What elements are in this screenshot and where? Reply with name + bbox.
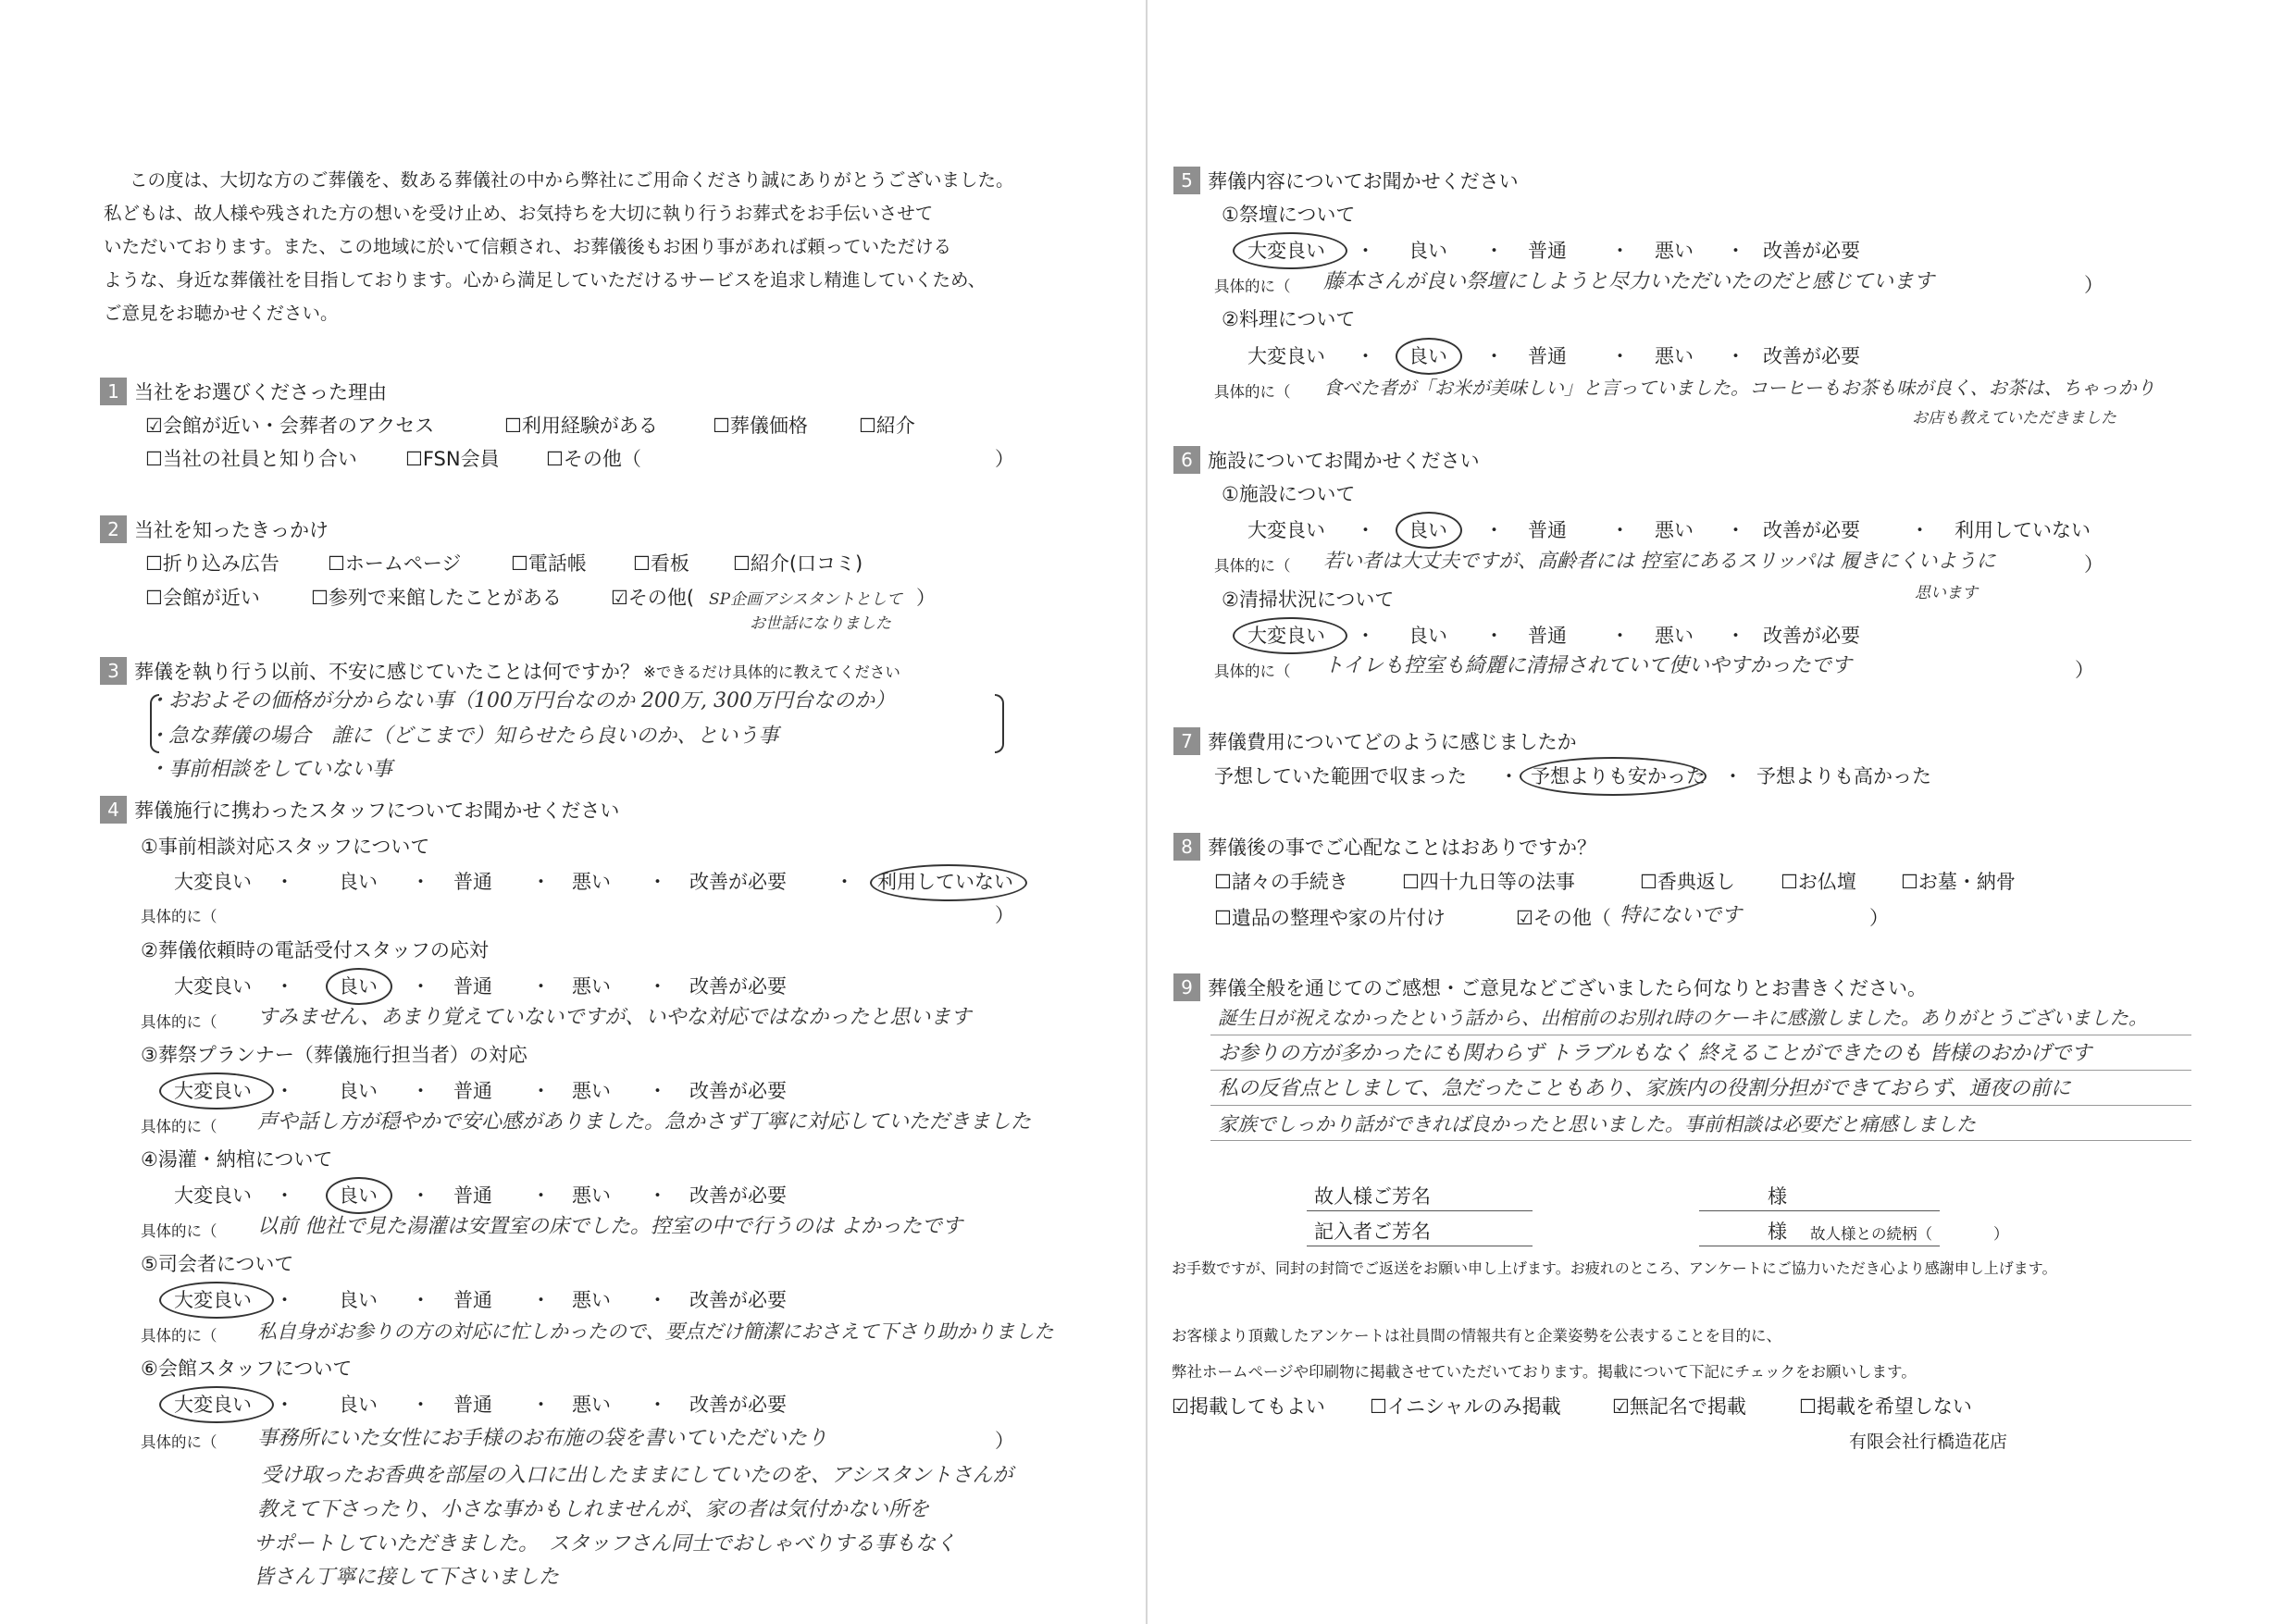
rating-needs-improvement[interactable]: 改善が必要 bbox=[689, 975, 787, 998]
rating-normal[interactable]: 普通 bbox=[453, 1080, 492, 1102]
separator-dot: ・ bbox=[1610, 519, 1630, 541]
rating-normal[interactable]: 普通 bbox=[453, 871, 492, 893]
checkbox-signboard[interactable]: ☐看板 bbox=[633, 552, 689, 575]
rating-very-good[interactable]: 大変良い bbox=[174, 1080, 252, 1102]
rating-normal[interactable]: 普通 bbox=[1528, 240, 1567, 262]
separator-dot: ・ bbox=[1610, 625, 1630, 647]
checkbox-altar[interactable]: ☐お仏壇 bbox=[1781, 871, 1856, 893]
rating-needs-improvement[interactable]: 改善が必要 bbox=[689, 871, 787, 893]
checkbox-attended-before[interactable]: ☐参列で来館したことがある bbox=[311, 587, 562, 609]
section-5-header bbox=[1173, 167, 1519, 194]
rating-very-good[interactable]: 大変良い bbox=[174, 1394, 252, 1416]
section-number: 2 bbox=[100, 515, 127, 543]
separator-dot: ・ bbox=[531, 1080, 551, 1102]
separator-dot: ・ bbox=[531, 871, 551, 893]
separator-dot: ・ bbox=[835, 871, 854, 893]
checkbox-phonebook[interactable]: ☐電話帳 bbox=[511, 552, 587, 575]
handwritten-answer: お店も教えていただきました bbox=[1912, 409, 2116, 428]
rating-needs-improvement[interactable]: 改善が必要 bbox=[1763, 345, 1860, 367]
separator-dot: ・ bbox=[275, 871, 294, 893]
company-name: 有限会社行橋造花店 bbox=[1849, 1432, 2008, 1452]
paren-close: ） bbox=[2084, 553, 2104, 576]
checkbox-grave[interactable]: ☐お墓・納骨 bbox=[1901, 871, 2016, 893]
rating-needs-improvement[interactable]: 改善が必要 bbox=[689, 1184, 787, 1207]
subquestion-title: ④湯灌・納棺について bbox=[141, 1148, 333, 1171]
separator-dot: ・ bbox=[411, 1184, 430, 1207]
section-7-header bbox=[1173, 727, 1577, 755]
section-number: 6 bbox=[1173, 446, 1200, 474]
separator-dot: ・ bbox=[275, 1184, 294, 1207]
checkbox-no-publish[interactable]: ☐掲載を希望しない bbox=[1799, 1395, 1972, 1418]
rating-not-used[interactable]: 利用していない bbox=[1955, 519, 2091, 541]
separator-dot: ・ bbox=[1726, 625, 1745, 647]
selection-circle bbox=[159, 1072, 274, 1110]
option-cheaper[interactable]: 予想よりも安かった bbox=[1531, 765, 1706, 787]
paren-close: ） bbox=[995, 448, 1014, 470]
paren-close: ） bbox=[995, 1430, 1014, 1452]
rating-normal[interactable]: 普通 bbox=[1528, 519, 1567, 541]
rating-not-used[interactable]: 利用していない bbox=[877, 871, 1013, 893]
handwritten-answer: ・おおよその価格が分からない事（100万円台なのか 200万, 300万円台なのか） bbox=[148, 689, 895, 713]
subquestion-title: ①事前相談対応スタッフについて bbox=[141, 836, 430, 858]
separator-dot: ・ bbox=[531, 1289, 551, 1311]
selection-circle bbox=[1520, 757, 1706, 796]
selection-circle bbox=[1233, 232, 1347, 269]
subquestion-title: ②料理について bbox=[1222, 308, 1356, 330]
writing-line bbox=[1210, 1070, 2191, 1071]
rating-needs-improvement[interactable]: 改善が必要 bbox=[1763, 519, 1860, 541]
subquestion-title: ②葬儀依頼時の電話受付スタッフの応対 bbox=[141, 939, 489, 961]
handwritten-comment: 誕生日が祝えなかったという話から、出棺前のお別れ時のケーキに感激しました。ありがとうございました。 bbox=[1218, 1007, 2148, 1029]
section-title: 葬儀施行に携わったスタッフについてお聞かせください bbox=[134, 800, 620, 822]
paren-close: ） bbox=[995, 904, 1014, 926]
separator-dot: ・ bbox=[1910, 519, 1930, 541]
checkbox-procedures[interactable]: ☐諸々の手続き bbox=[1214, 871, 1348, 893]
handwritten-comment: 家族でしっかり話ができれば良かったと思いました。事前相談は必要だと痛感しました bbox=[1218, 1113, 1976, 1135]
rating-bad[interactable]: 悪い bbox=[572, 975, 611, 998]
handwritten-comment: お参りの方が多かったにも関わらず トラブルもなく 終えることができたのも 皆様のおかげです bbox=[1218, 1042, 2092, 1065]
detail-label: 具体的に（ bbox=[141, 1433, 217, 1451]
separator-dot: ・ bbox=[275, 1289, 294, 1311]
separator-dot: ・ bbox=[648, 1394, 667, 1416]
subquestion-title: ⑥会館スタッフについて bbox=[141, 1357, 353, 1380]
handwritten-answer: すみません、あまり覚えていないですが、いやな対応ではなかったと思います bbox=[257, 1006, 972, 1029]
detail-label: 具体的に（ bbox=[1214, 278, 1291, 295]
detail-label: 具体的に（ bbox=[141, 1013, 217, 1031]
section-title: 葬儀費用についてどのように感じましたか bbox=[1208, 731, 1577, 753]
separator-dot: ・ bbox=[531, 1394, 551, 1416]
separator-dot: ・ bbox=[275, 1080, 294, 1102]
rating-good[interactable]: 良い bbox=[1409, 625, 1447, 647]
rating-very-good[interactable]: 大変良い bbox=[174, 1184, 252, 1207]
separator-dot: ・ bbox=[411, 1289, 430, 1311]
handwritten-answer: 食べた者が「お米が美味しい」と言っていました。コーヒーもお茶も味が良く、お茶は、ちゃっかり bbox=[1323, 377, 2155, 399]
section-number: 8 bbox=[1173, 833, 1200, 861]
rating-needs-improvement[interactable]: 改善が必要 bbox=[1763, 240, 1860, 262]
rating-very-good[interactable]: 大変良い bbox=[1247, 519, 1325, 541]
checkbox-venue-near[interactable]: ☐会館が近い bbox=[145, 587, 260, 609]
rating-needs-improvement[interactable]: 改善が必要 bbox=[1763, 625, 1860, 647]
handwritten-comment: 私の反省点としまして、急だったこともあり、家族内の役割分担ができておらず、通夜の前に bbox=[1218, 1077, 2071, 1100]
checkbox-anonymous[interactable]: ☑無記名で掲載 bbox=[1612, 1395, 1746, 1418]
separator-dot: ・ bbox=[411, 975, 430, 998]
rating-very-good[interactable]: 大変良い bbox=[1247, 240, 1325, 262]
separator-dot: ・ bbox=[648, 975, 667, 998]
intro-line: ような、身近な葬儀社を目指しております。心から満足していただけるサービスを追求し精進していくため、 bbox=[104, 269, 987, 291]
right-page bbox=[1148, 0, 2296, 1624]
writing-line bbox=[1210, 1105, 2191, 1106]
handwritten-answer: 声や話し方が穏やかで安心感がありました。急かさず丁寧に対応していただきました bbox=[257, 1110, 1032, 1134]
section-number: 9 bbox=[1173, 973, 1200, 1001]
section-6-header bbox=[1173, 446, 1480, 474]
section-number: 3 bbox=[100, 657, 127, 685]
paren-close: ） bbox=[2075, 659, 2094, 681]
selection-circle bbox=[159, 1282, 274, 1319]
checkbox-other[interactable]: ☑その他（ bbox=[1516, 907, 1611, 929]
handwritten-answer: 若い者は大丈夫ですが、高齢者には 控室にあるスリッパは 履きにくいように bbox=[1323, 550, 1996, 572]
rating-very-good[interactable]: 大変良い bbox=[174, 871, 252, 893]
paren-close: ） bbox=[1869, 907, 1889, 929]
bracket-right bbox=[995, 694, 1004, 753]
section-9-header bbox=[1173, 973, 1927, 1001]
section-4-header bbox=[100, 796, 619, 824]
checkbox-return-gift[interactable]: ☐香典返し bbox=[1640, 871, 1735, 893]
separator-dot: ・ bbox=[275, 1394, 294, 1416]
rating-very-good[interactable]: 大変良い bbox=[1247, 345, 1325, 367]
rating-normal[interactable]: 普通 bbox=[453, 975, 492, 998]
section-title: 葬儀全般を通じてのご感想・ご意見などございましたら何なりとお書きください。 bbox=[1208, 977, 1927, 999]
checkbox-used-before[interactable]: ☐利用経験がある bbox=[504, 415, 658, 437]
selection-circle bbox=[159, 1386, 274, 1423]
handwritten-answer: 教えて下さったり、小さな事かもしれませんが、家の者は気付かない所を bbox=[257, 1498, 930, 1521]
checkbox-other[interactable]: ☑その他( bbox=[611, 587, 695, 609]
section-title: 葬儀後の事でご心配なことはおありですか？ bbox=[1208, 837, 1596, 859]
checkbox-belongings[interactable]: ☐遺品の整理や家の片付け bbox=[1214, 907, 1446, 929]
handwritten-answer: ・急な葬儀の場合 誰に（どこまで）知らせたら良いのか、という事 bbox=[148, 725, 779, 748]
section-title: 葬儀を執り行う以前、不安に感じていたことは何ですか？ bbox=[134, 661, 639, 683]
rating-good[interactable]: 良い bbox=[1409, 345, 1447, 367]
rating-normal[interactable]: 普通 bbox=[453, 1289, 492, 1311]
checkbox-word-of-mouth[interactable]: ☐紹介(口コミ) bbox=[733, 552, 863, 575]
intro-line: 私どもは、故人様や残された方の想いを受け止め、お気持ちを大切に執り行うお葬式をお手伝いさせて bbox=[104, 203, 934, 224]
separator-dot: ・ bbox=[1726, 240, 1745, 262]
rating-good[interactable]: 良い bbox=[1409, 519, 1447, 541]
handwritten-answer: トイレも控室も綺麗に清掃されていて使いやすかったです bbox=[1323, 654, 1852, 677]
separator-dot: ・ bbox=[1723, 765, 1743, 787]
footer-note: お手数ですが、同封の封筒でご返送をお願い申し上げます。お疲れのところ、アンケートにご協力いただき心より感謝申し上げます。 bbox=[1172, 1259, 2057, 1277]
relation-label: 故人様との続柄（ ） bbox=[1810, 1225, 2009, 1243]
rating-very-good[interactable]: 大変良い bbox=[174, 975, 252, 998]
separator-dot: ・ bbox=[1499, 765, 1519, 787]
separator-dot: ・ bbox=[648, 1289, 667, 1311]
selection-circle bbox=[1233, 617, 1347, 654]
rating-bad[interactable]: 悪い bbox=[572, 1080, 611, 1102]
detail-label: 具体的に（ bbox=[141, 908, 217, 925]
section-3-header bbox=[100, 657, 900, 685]
handwritten-answer: 思います bbox=[1915, 584, 1978, 602]
handwritten-answer: ・事前相談をしていない事 bbox=[148, 758, 393, 781]
rating-bad[interactable]: 悪い bbox=[572, 1289, 611, 1311]
detail-label: 具体的に（ bbox=[141, 1222, 217, 1240]
detail-label: 具体的に（ bbox=[141, 1327, 217, 1345]
section-8-header bbox=[1173, 833, 1596, 861]
rating-normal[interactable]: 普通 bbox=[453, 1184, 492, 1207]
section-title: 葬儀内容についてお聞かせください bbox=[1208, 170, 1519, 192]
handwritten-answer: 皆さん丁寧に接して下さいました bbox=[254, 1566, 560, 1589]
intro-line: この度は、大切な方のご葬儀を、数ある葬儀社の中から弊社にご用命くださり誠にありがとうございました。 bbox=[130, 169, 1014, 191]
rating-needs-improvement[interactable]: 改善が必要 bbox=[689, 1080, 787, 1102]
detail-label: 具体的に（ bbox=[1214, 663, 1291, 680]
handwritten-answer: 藤本さんが良い祭壇にしようと尽力いただいたのだと感じています bbox=[1323, 270, 1935, 293]
checkbox-initials-only[interactable]: ☐イニシャルのみ掲載 bbox=[1370, 1395, 1561, 1418]
section-title: 当社をお選びくださった理由 bbox=[134, 381, 387, 403]
separator-dot: ・ bbox=[1726, 345, 1745, 367]
option-more-expensive[interactable]: 予想よりも高かった bbox=[1756, 765, 1931, 787]
rating-needs-improvement[interactable]: 改善が必要 bbox=[689, 1289, 787, 1311]
handwritten-answer: 特にないです bbox=[1620, 904, 1743, 927]
section-number: 1 bbox=[100, 378, 127, 405]
section-title: 当社を知ったきっかけ bbox=[134, 519, 329, 541]
separator-dot: ・ bbox=[1726, 519, 1745, 541]
section-2-header bbox=[100, 515, 329, 543]
checkbox-referral[interactable]: ☐紹介 bbox=[859, 415, 915, 437]
rating-normal[interactable]: 普通 bbox=[1528, 625, 1567, 647]
rating-bad[interactable]: 悪い bbox=[1655, 240, 1694, 262]
rating-good[interactable]: 良い bbox=[339, 975, 378, 998]
selection-circle bbox=[326, 1177, 392, 1214]
selection-circle bbox=[870, 864, 1027, 901]
subquestion-title: ②清掃状況について bbox=[1222, 589, 1395, 611]
rating-bad[interactable]: 悪い bbox=[572, 871, 611, 893]
checkbox-venue-near[interactable]: ☑会館が近い・会葬者のアクセス bbox=[145, 415, 435, 437]
rating-good[interactable]: 良い bbox=[339, 871, 378, 893]
rating-good[interactable]: 良い bbox=[339, 1184, 378, 1207]
rating-very-good[interactable]: 大変良い bbox=[174, 1289, 252, 1311]
separator-dot: ・ bbox=[648, 1184, 667, 1207]
deceased-name-label: 故人様ご芳名 bbox=[1314, 1185, 1431, 1208]
separator-dot: ・ bbox=[531, 975, 551, 998]
separator-dot: ・ bbox=[1356, 345, 1375, 367]
separator-dot: ・ bbox=[1356, 240, 1375, 262]
handwritten-answer: 私自身がお参りの方の対応に忙しかったので、要点だけ簡潔におさえて下さり助かりました bbox=[257, 1320, 1054, 1343]
subquestion-title: ①祭壇について bbox=[1222, 204, 1356, 226]
separator-dot: ・ bbox=[1356, 519, 1375, 541]
intro-line: いただいております。また、この地域に於いて信頼され、お葬儀後もお困り事があれば頼っていただける bbox=[104, 236, 952, 257]
selection-circle bbox=[1396, 338, 1462, 375]
checkbox-fsn-member[interactable]: ☐FSN会員 bbox=[405, 448, 500, 470]
handwritten-answer: 以前 他社で見た湯灌は安置室の床でした。控室の中で行うのは よかったです bbox=[257, 1215, 962, 1238]
subquestion-title: ①施設について bbox=[1222, 483, 1356, 505]
writer-name-label: 記入者ご芳名 bbox=[1314, 1221, 1431, 1243]
rating-very-good[interactable]: 大変良い bbox=[1247, 625, 1325, 647]
footer-note: お客様より頂戴したアンケートは社員間の情報共有と企業姿勢を公表することを目的に、 bbox=[1172, 1327, 1782, 1345]
section-title: 施設についてお聞かせください bbox=[1208, 450, 1480, 472]
paren-close: ） bbox=[2084, 274, 2104, 296]
honorific-sama: 様 bbox=[1768, 1221, 1787, 1243]
writing-line bbox=[1699, 1210, 1940, 1211]
subquestion-title: ⑤司会者について bbox=[141, 1253, 294, 1275]
separator-dot: ・ bbox=[1484, 519, 1504, 541]
rating-bad[interactable]: 悪い bbox=[1655, 345, 1694, 367]
rating-bad[interactable]: 悪い bbox=[1655, 519, 1694, 541]
handwritten-answer: お世話になりました bbox=[750, 614, 891, 633]
intro-line: ご意見をお聴かせください。 bbox=[104, 303, 339, 324]
section-number: 4 bbox=[100, 796, 127, 824]
writing-line bbox=[1307, 1210, 1533, 1211]
honorific-sama: 様 bbox=[1768, 1185, 1787, 1208]
separator-dot: ・ bbox=[531, 1184, 551, 1207]
detail-label: 具体的に（ bbox=[1214, 383, 1291, 401]
separator-dot: ・ bbox=[1484, 625, 1504, 647]
rating-good[interactable]: 良い bbox=[1409, 240, 1447, 262]
subquestion-title: ③葬祭プランナー（葬儀施行担当者）の対応 bbox=[141, 1044, 527, 1066]
separator-dot: ・ bbox=[1610, 240, 1630, 262]
section-number: 5 bbox=[1173, 167, 1200, 194]
checkbox-acquaintance[interactable]: ☐当社の社員と知り合い bbox=[145, 448, 357, 470]
rating-bad[interactable]: 悪い bbox=[572, 1394, 611, 1416]
option-within-range[interactable]: 予想していた範囲で収まった bbox=[1214, 765, 1467, 787]
writing-line bbox=[1210, 1140, 2191, 1141]
checkbox-price[interactable]: ☐葬儀価格 bbox=[713, 415, 808, 437]
section-note: ※できるだけ具体的に教えてください bbox=[643, 663, 900, 681]
footer-note: 弊社ホームページや印刷物に掲載させていただいております。掲載について下記にチェックをお願いします。 bbox=[1172, 1363, 1917, 1381]
separator-dot: ・ bbox=[411, 1080, 430, 1102]
rating-normal[interactable]: 普通 bbox=[453, 1394, 492, 1416]
section-number: 7 bbox=[1173, 727, 1200, 755]
separator-dot: ・ bbox=[1610, 345, 1630, 367]
handwritten-answer: 事務所にいた女性にお手様のお布施の袋を書いていただいたり bbox=[257, 1427, 828, 1450]
rating-good[interactable]: 良い bbox=[339, 1394, 378, 1416]
rating-bad[interactable]: 悪い bbox=[1655, 625, 1694, 647]
handwritten-answer: SP企画アシスタントとして bbox=[709, 590, 902, 609]
separator-dot: ・ bbox=[275, 975, 294, 998]
rating-good[interactable]: 良い bbox=[339, 1080, 378, 1102]
rating-good[interactable]: 良い bbox=[339, 1289, 378, 1311]
rating-needs-improvement[interactable]: 改善が必要 bbox=[689, 1394, 787, 1416]
section-1-header bbox=[100, 378, 387, 405]
checkbox-homepage[interactable]: ☐ホームページ bbox=[328, 552, 462, 575]
separator-dot: ・ bbox=[1356, 625, 1375, 647]
rating-bad[interactable]: 悪い bbox=[572, 1184, 611, 1207]
separator-dot: ・ bbox=[411, 1394, 430, 1416]
handwritten-answer: 受け取ったお香典を部屋の入口に出したままにしていたのを、アシスタントさんが bbox=[261, 1464, 1013, 1487]
checkbox-memorial-service[interactable]: ☐四十九日等の法事 bbox=[1402, 871, 1575, 893]
checkbox-flyer[interactable]: ☐折り込み広告 bbox=[145, 552, 279, 575]
detail-label: 具体的に（ bbox=[1214, 557, 1291, 575]
paren-close: ） bbox=[916, 587, 936, 609]
checkbox-publish-ok[interactable]: ☑掲載してもよい bbox=[1172, 1395, 1325, 1418]
detail-label: 具体的に（ bbox=[141, 1118, 217, 1135]
separator-dot: ・ bbox=[648, 871, 667, 893]
selection-circle bbox=[1396, 512, 1462, 549]
rating-normal[interactable]: 普通 bbox=[1528, 345, 1567, 367]
handwritten-answer: サポートしていただきました。 スタッフさん同士でおしゃべりする事もなく bbox=[254, 1532, 957, 1556]
separator-dot: ・ bbox=[1484, 240, 1504, 262]
checkbox-other[interactable]: ☐その他（ bbox=[546, 448, 641, 470]
selection-circle bbox=[326, 968, 392, 1005]
separator-dot: ・ bbox=[411, 871, 430, 893]
separator-dot: ・ bbox=[648, 1080, 667, 1102]
separator-dot: ・ bbox=[1484, 345, 1504, 367]
